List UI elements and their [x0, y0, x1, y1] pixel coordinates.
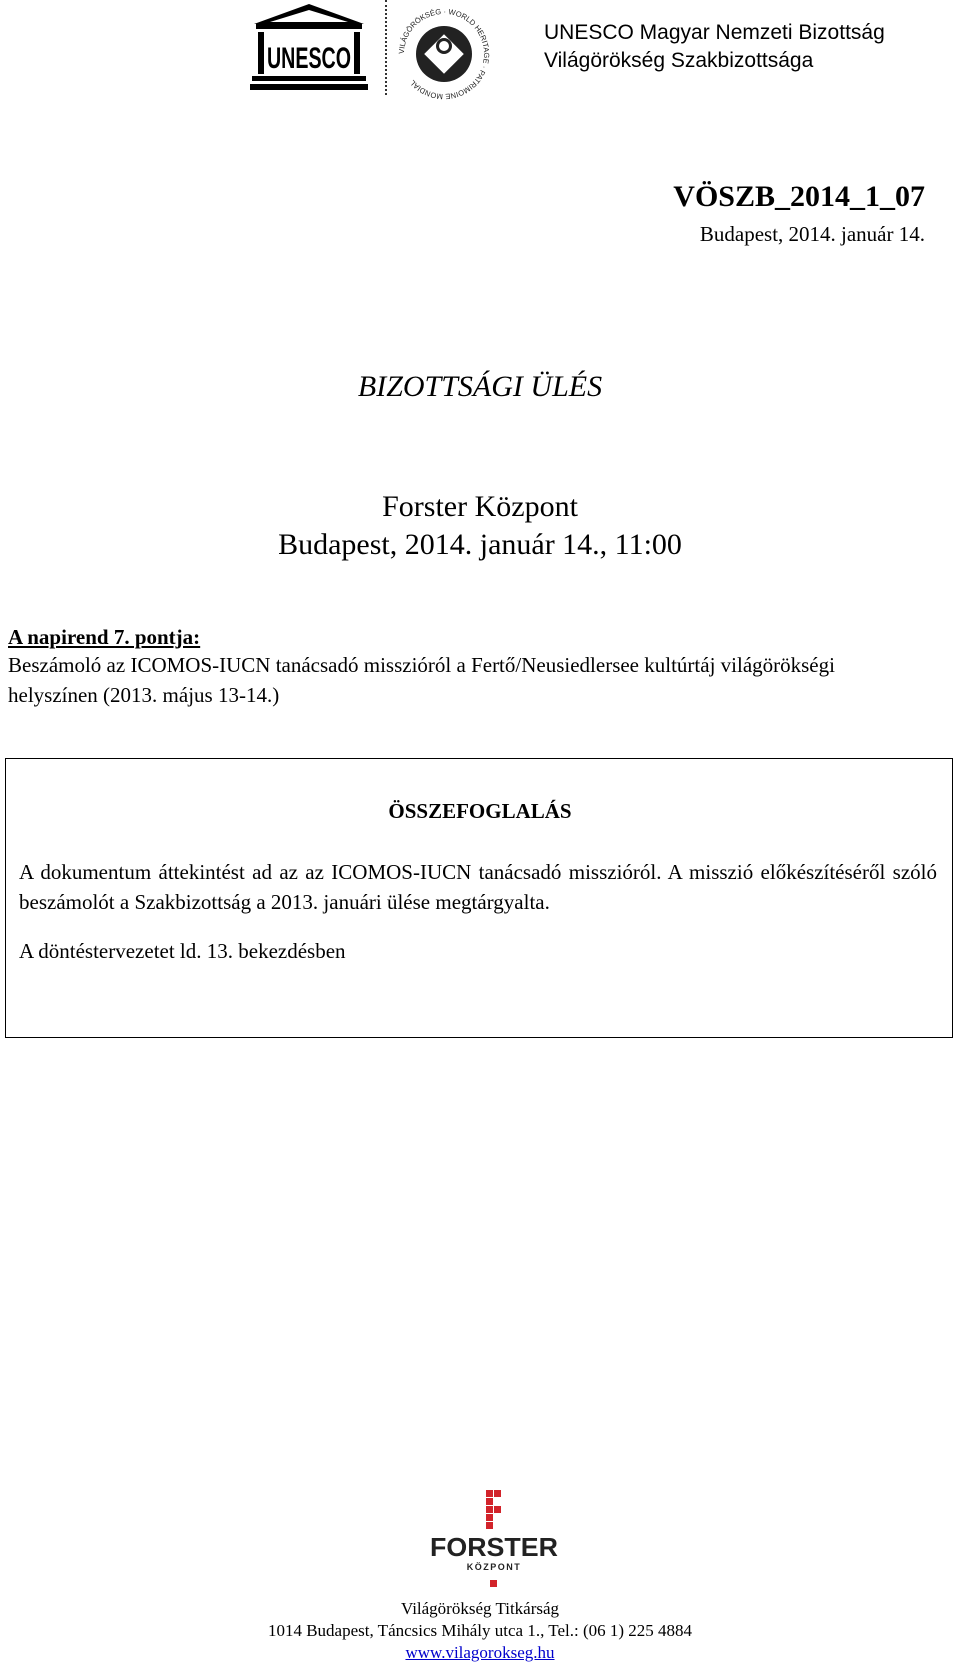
summary-draft-reference: A döntéstervezetet ld. 13. bekezdésben: [19, 939, 346, 963]
meeting-datetime: Budapest, 2014. január 14., 11:00: [278, 528, 682, 561]
org-name-line2: Világörökség Szakbizottsága: [544, 49, 814, 72]
footer-address: 1014 Budapest, Táncsics Mihály utca 1., Tel.: (06 1) 225 4884: [267, 1621, 693, 1640]
unesco-logo-text: UNESCO: [267, 42, 351, 75]
summary-box: [5, 758, 953, 1038]
agenda-label: A napirend 7. pontja:: [8, 625, 201, 649]
meeting-title: BIZOTTSÁGI ÜLÉS: [357, 370, 603, 403]
summary-title: ÖSSZEFOGLALÁS: [388, 799, 572, 823]
forster-logo: [424, 1490, 564, 1588]
footer-office: Világörökség Titkárság: [400, 1599, 560, 1618]
unesco-logo: [250, 2, 368, 92]
forster-logo-text: FORSTER: [430, 1532, 559, 1562]
footer-website-link[interactable]: www.vilagorokseg.hu: [405, 1643, 555, 1662]
world-heritage-ring-text: VILÁGÖRÖKSÉG · WORLD HERITAGE · PATRIMOINE MONDIAL: [396, 6, 492, 100]
document-date: Budapest, 2014. január 14.: [699, 222, 925, 246]
summary-body: A dokumentum áttekintést ad az az ICOMOS-IUCN tanácsadó misszióról. A misszió előkészítéséről szóló beszámolót a Szakbizottság a 2013. januári ülése megtárgyalta.: [19, 860, 937, 914]
agenda-text: Beszámoló az ICOMOS-IUCN tanácsadó misszióról a Fertő/Neusiedlersee kultúrtáj világörökségi helyszínen (2013. május 13-14.): [8, 653, 835, 707]
org-name-line1: UNESCO Magyar Nemzeti Bizottság: [544, 21, 885, 44]
meeting-venue: Forster Központ: [382, 490, 578, 523]
document-code: VÖSZB_2014_1_07: [673, 180, 925, 213]
header-divider: [385, 0, 389, 95]
forster-logo-subtext: KÖZPONT: [466, 1562, 522, 1572]
world-heritage-emblem: [394, 4, 494, 100]
